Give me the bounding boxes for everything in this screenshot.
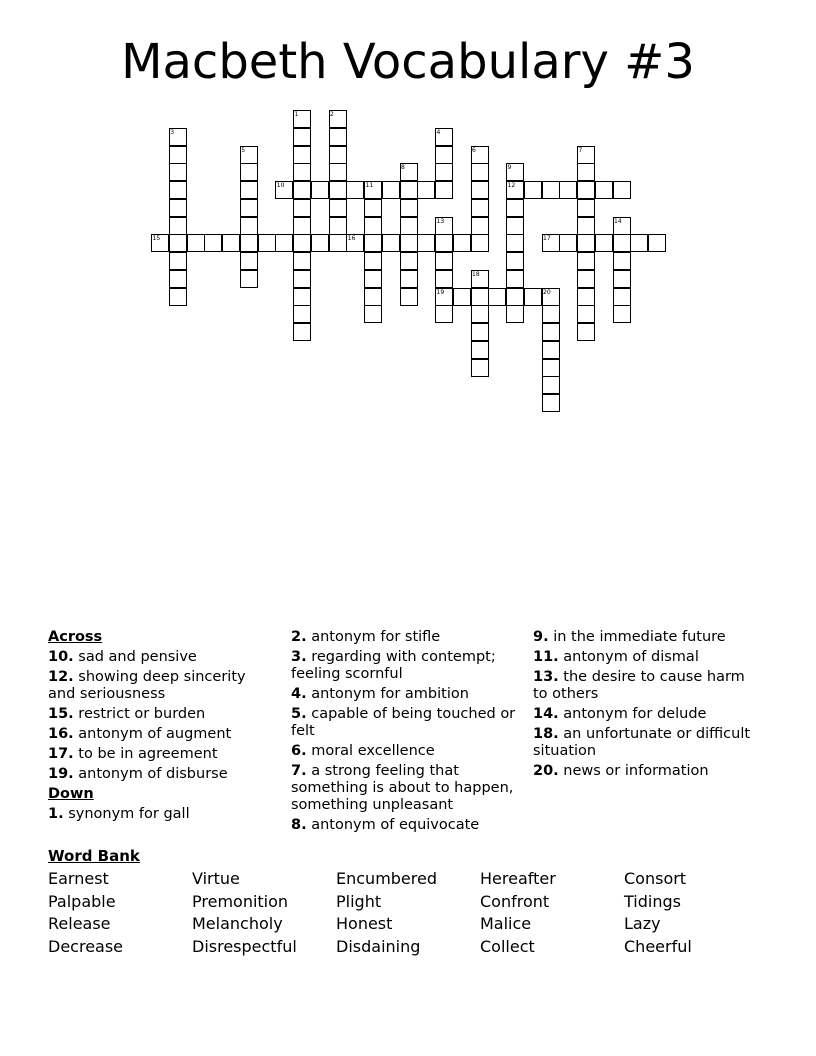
clue-number: 16 <box>347 235 356 243</box>
crossword-cell[interactable] <box>577 181 595 199</box>
page-title: Macbeth Vocabulary #3 <box>121 34 695 90</box>
crossword-cell[interactable] <box>613 305 631 323</box>
word-bank-word: Palpable <box>48 891 116 911</box>
clue-number: 6 <box>472 146 476 154</box>
clue-down-9: 9. in the immediate future <box>533 629 726 645</box>
word-bank-word: Malice <box>480 914 532 934</box>
crossword-cell[interactable] <box>559 181 577 199</box>
crossword-cell[interactable] <box>293 234 311 252</box>
crossword-cell[interactable] <box>364 252 382 270</box>
crossword-cell[interactable] <box>400 217 418 235</box>
crossword-cell[interactable] <box>542 359 560 377</box>
crossword-cell[interactable] <box>187 234 205 252</box>
crossword-cell[interactable] <box>542 305 560 323</box>
clue-number: 11 <box>365 182 374 189</box>
crossword-cell[interactable] <box>293 181 311 199</box>
clue-number: 4 <box>436 128 441 136</box>
crossword-cell[interactable] <box>364 270 382 288</box>
crossword-cell[interactable] <box>613 288 631 306</box>
clue-number: 3 <box>170 128 175 136</box>
crossword-cell[interactable] <box>204 234 222 252</box>
crossword-cell[interactable] <box>400 181 418 199</box>
down-header: Down <box>48 786 94 802</box>
clue-number: 19 <box>436 288 445 296</box>
crossword-cell[interactable] <box>169 252 187 270</box>
crossword-cell[interactable] <box>595 234 613 252</box>
crossword-cell[interactable] <box>240 181 258 199</box>
crossword-cell[interactable] <box>346 181 364 199</box>
crossword-cell[interactable] <box>577 199 595 217</box>
across-header: Across <box>48 629 103 645</box>
crossword-cell[interactable] <box>471 323 489 341</box>
crossword-cell[interactable] <box>577 217 595 235</box>
clues-column-3 <box>533 629 763 783</box>
crossword-cell[interactable] <box>613 270 631 288</box>
crossword-cell[interactable] <box>471 359 489 377</box>
crossword-cell[interactable] <box>364 305 382 323</box>
word-bank-word: Consort <box>624 869 687 888</box>
clue-down-6: 6. moral excellence <box>291 743 435 759</box>
crossword-cell[interactable] <box>471 234 489 252</box>
crossword-cell[interactable] <box>417 234 435 252</box>
clue-number: 10 <box>276 182 285 189</box>
word-bank-word: Virtue <box>192 869 240 888</box>
clue-down-20: 20. news or information <box>533 763 709 779</box>
clue-down-14: 14. antonym for delude <box>533 706 707 722</box>
crossword-cell[interactable] <box>435 234 453 252</box>
crossword-cell[interactable] <box>364 234 382 252</box>
word-bank-word: Collect <box>480 937 535 957</box>
crossword-cell[interactable] <box>400 234 418 252</box>
crossword-cell[interactable] <box>435 163 453 181</box>
crossword-cell[interactable] <box>471 163 489 181</box>
crossword-cell[interactable] <box>542 394 560 412</box>
crossword-cell[interactable] <box>506 234 524 252</box>
crossword-cell[interactable] <box>169 217 187 235</box>
clue-down-13: 13. the desire to cause harm to others <box>533 669 745 702</box>
crossword-cell[interactable] <box>506 305 524 323</box>
clue-number: 20 <box>543 288 551 296</box>
clue-down-4: 4. antonym for ambition <box>291 686 469 702</box>
crossword-cell[interactable] <box>293 305 311 323</box>
crossword-cell[interactable] <box>595 181 613 199</box>
crossword-cell[interactable] <box>506 270 524 288</box>
crossword-cell[interactable] <box>559 234 577 252</box>
crossword-cell[interactable] <box>435 252 453 270</box>
clue-number: 7 <box>578 146 583 154</box>
clue-number: 14 <box>614 217 622 225</box>
crossword-cell[interactable] <box>435 181 453 199</box>
crossword-cell[interactable] <box>577 323 595 341</box>
clue-across-15: 15. restrict or burden <box>48 706 206 722</box>
crossword-cell[interactable] <box>311 181 329 199</box>
crossword-cell[interactable] <box>542 341 560 359</box>
crossword-cell[interactable] <box>293 288 311 306</box>
word-bank-word: Disrespectful <box>192 937 297 957</box>
crossword-cell[interactable] <box>417 181 435 199</box>
crossword-cell[interactable] <box>293 270 311 288</box>
crossword-cell[interactable] <box>400 252 418 270</box>
crossword-cell[interactable] <box>329 181 347 199</box>
crossword-cell[interactable] <box>577 270 595 288</box>
crossword-cell[interactable] <box>400 199 418 217</box>
clue-down-11: 11. antonym of dismal <box>533 649 699 665</box>
word-bank-word: Decrease <box>48 937 124 957</box>
clue-number: 2 <box>330 111 334 118</box>
crossword-cell[interactable] <box>240 199 258 217</box>
word-bank-word: Melancholy <box>192 914 283 934</box>
word-bank-title: Word Bank <box>48 847 140 865</box>
crossword-cell[interactable] <box>453 288 471 306</box>
crossword-cell[interactable] <box>577 252 595 270</box>
clue-across-19: 19. antonym of disburse <box>48 766 228 782</box>
clue-number: 8 <box>401 164 405 172</box>
crossword-cell[interactable] <box>293 146 311 164</box>
clue-number: 17 <box>543 235 551 243</box>
crossword-cell[interactable] <box>169 163 187 181</box>
crossword-cell[interactable] <box>453 234 471 252</box>
crossword-cell[interactable] <box>542 376 560 394</box>
crossword-cell[interactable] <box>364 217 382 235</box>
crossword-cell[interactable] <box>613 252 631 270</box>
crossword-cell[interactable] <box>506 252 524 270</box>
crossword-cell[interactable] <box>364 288 382 306</box>
crossword-cell[interactable] <box>471 305 489 323</box>
crossword-cell[interactable] <box>630 234 648 252</box>
crossword-cell[interactable] <box>293 128 311 146</box>
clue-number: 15 <box>152 235 161 243</box>
clue-down-3: 3. regarding with contempt; feeling scornful <box>291 649 496 682</box>
crossword-cell[interactable] <box>169 234 187 252</box>
crossword-cell[interactable] <box>258 234 276 252</box>
crossword-cell[interactable] <box>240 234 258 252</box>
crossword-cell[interactable] <box>169 146 187 164</box>
crossword-cell[interactable] <box>329 199 347 217</box>
crossword-cell[interactable] <box>506 288 524 306</box>
crossword-cell[interactable] <box>293 217 311 235</box>
crossword-cell[interactable] <box>435 270 453 288</box>
clue-number: 9 <box>507 164 512 172</box>
crossword-cell[interactable] <box>240 252 258 270</box>
clue-number: 13 <box>436 217 445 225</box>
crossword-cell[interactable] <box>169 181 187 199</box>
clue-across-17: 17. to be in agreement <box>48 746 218 762</box>
clue-across-16: 16. antonym of augment <box>48 726 232 742</box>
crossword-cell[interactable] <box>577 163 595 181</box>
crossword-cell[interactable] <box>293 323 311 341</box>
crossword-cell[interactable] <box>577 288 595 306</box>
crossword-cell[interactable] <box>613 181 631 199</box>
word-bank-word: Encumbered <box>336 869 437 888</box>
crossword-cell[interactable] <box>542 323 560 341</box>
crossword-cell[interactable] <box>506 199 524 217</box>
crossword-cell[interactable] <box>471 181 489 199</box>
crossword-cell[interactable] <box>577 234 595 252</box>
crossword-cell[interactable] <box>329 234 347 252</box>
clue-across-10: 10. sad and pensive <box>48 649 197 665</box>
crossword-cell[interactable] <box>329 217 347 235</box>
crossword-cell[interactable] <box>524 181 542 199</box>
crossword-cell[interactable] <box>311 234 329 252</box>
word-bank-word: Hereafter <box>480 869 556 888</box>
crossword-cell[interactable] <box>169 270 187 288</box>
crossword-cell[interactable] <box>240 270 258 288</box>
word-bank-word: Cheerful <box>624 937 692 957</box>
crossword-cell[interactable] <box>542 181 560 199</box>
clue-down-2: 2. antonym for stifle <box>291 629 441 645</box>
clue-down-18: 18. an unfortunate or difficult situation <box>533 726 751 759</box>
clue-down-8: 8. antonym of equivocate <box>291 817 480 833</box>
crossword-cell[interactable] <box>471 199 489 217</box>
crossword-cell[interactable] <box>293 199 311 217</box>
word-bank-word: Plight <box>336 891 382 911</box>
word-bank-word: Premonition <box>192 891 289 911</box>
word-bank-word: Honest <box>336 914 393 934</box>
crossword-cell[interactable] <box>222 234 240 252</box>
crossword-cell[interactable] <box>169 288 187 306</box>
crossword-cell[interactable] <box>382 234 400 252</box>
crossword-cell[interactable] <box>169 199 187 217</box>
crossword-cell[interactable] <box>293 252 311 270</box>
crossword-cell[interactable] <box>400 288 418 306</box>
crossword-cell[interactable] <box>577 305 595 323</box>
crossword-cell[interactable] <box>382 181 400 199</box>
crossword-cell[interactable] <box>293 163 311 181</box>
crossword-cell[interactable] <box>613 234 631 252</box>
word-bank-word: Tidings <box>624 891 681 911</box>
clue-across-12: 12. showing deep sincerity and seriousness <box>48 669 246 702</box>
clues-column-2 <box>291 629 521 837</box>
clue-number: 18 <box>472 270 480 278</box>
crossword-cell[interactable] <box>400 270 418 288</box>
word-bank-word: Disdaining <box>336 937 421 957</box>
crossword-cell[interactable] <box>329 163 347 181</box>
crossword-cell[interactable] <box>240 163 258 181</box>
crossword-cell[interactable] <box>471 341 489 359</box>
clue-number: 12 <box>507 182 516 189</box>
crossword-cell[interactable] <box>471 288 489 306</box>
crossword-cell[interactable] <box>488 288 506 306</box>
word-bank-word: Release <box>48 914 111 934</box>
crossword-cell[interactable] <box>435 305 453 323</box>
word-bank-word: Confront <box>480 891 550 911</box>
crossword-cell[interactable] <box>364 199 382 217</box>
crossword-cell[interactable] <box>329 146 347 164</box>
crossword-cell[interactable] <box>275 234 293 252</box>
clue-down-1: 1. synonym for gall <box>48 806 190 822</box>
crossword-cell[interactable] <box>524 288 542 306</box>
crossword-cell[interactable] <box>506 217 524 235</box>
clues-column-1 <box>48 629 268 826</box>
crossword-cell[interactable] <box>648 234 666 252</box>
crossword-cell[interactable] <box>435 146 453 164</box>
crossword-cell[interactable] <box>329 128 347 146</box>
clue-number: 5 <box>241 146 246 154</box>
clue-down-5: 5. capable of being touched or felt <box>291 706 516 739</box>
crossword-cell[interactable] <box>471 217 489 235</box>
clue-down-7: 7. a strong feeling that something is about to happen, something unpleasant <box>291 763 514 813</box>
word-bank-word: Lazy <box>624 914 661 934</box>
word-bank-word: Earnest <box>48 869 109 888</box>
crossword-cell[interactable] <box>240 217 258 235</box>
clue-number: 1 <box>294 111 299 118</box>
